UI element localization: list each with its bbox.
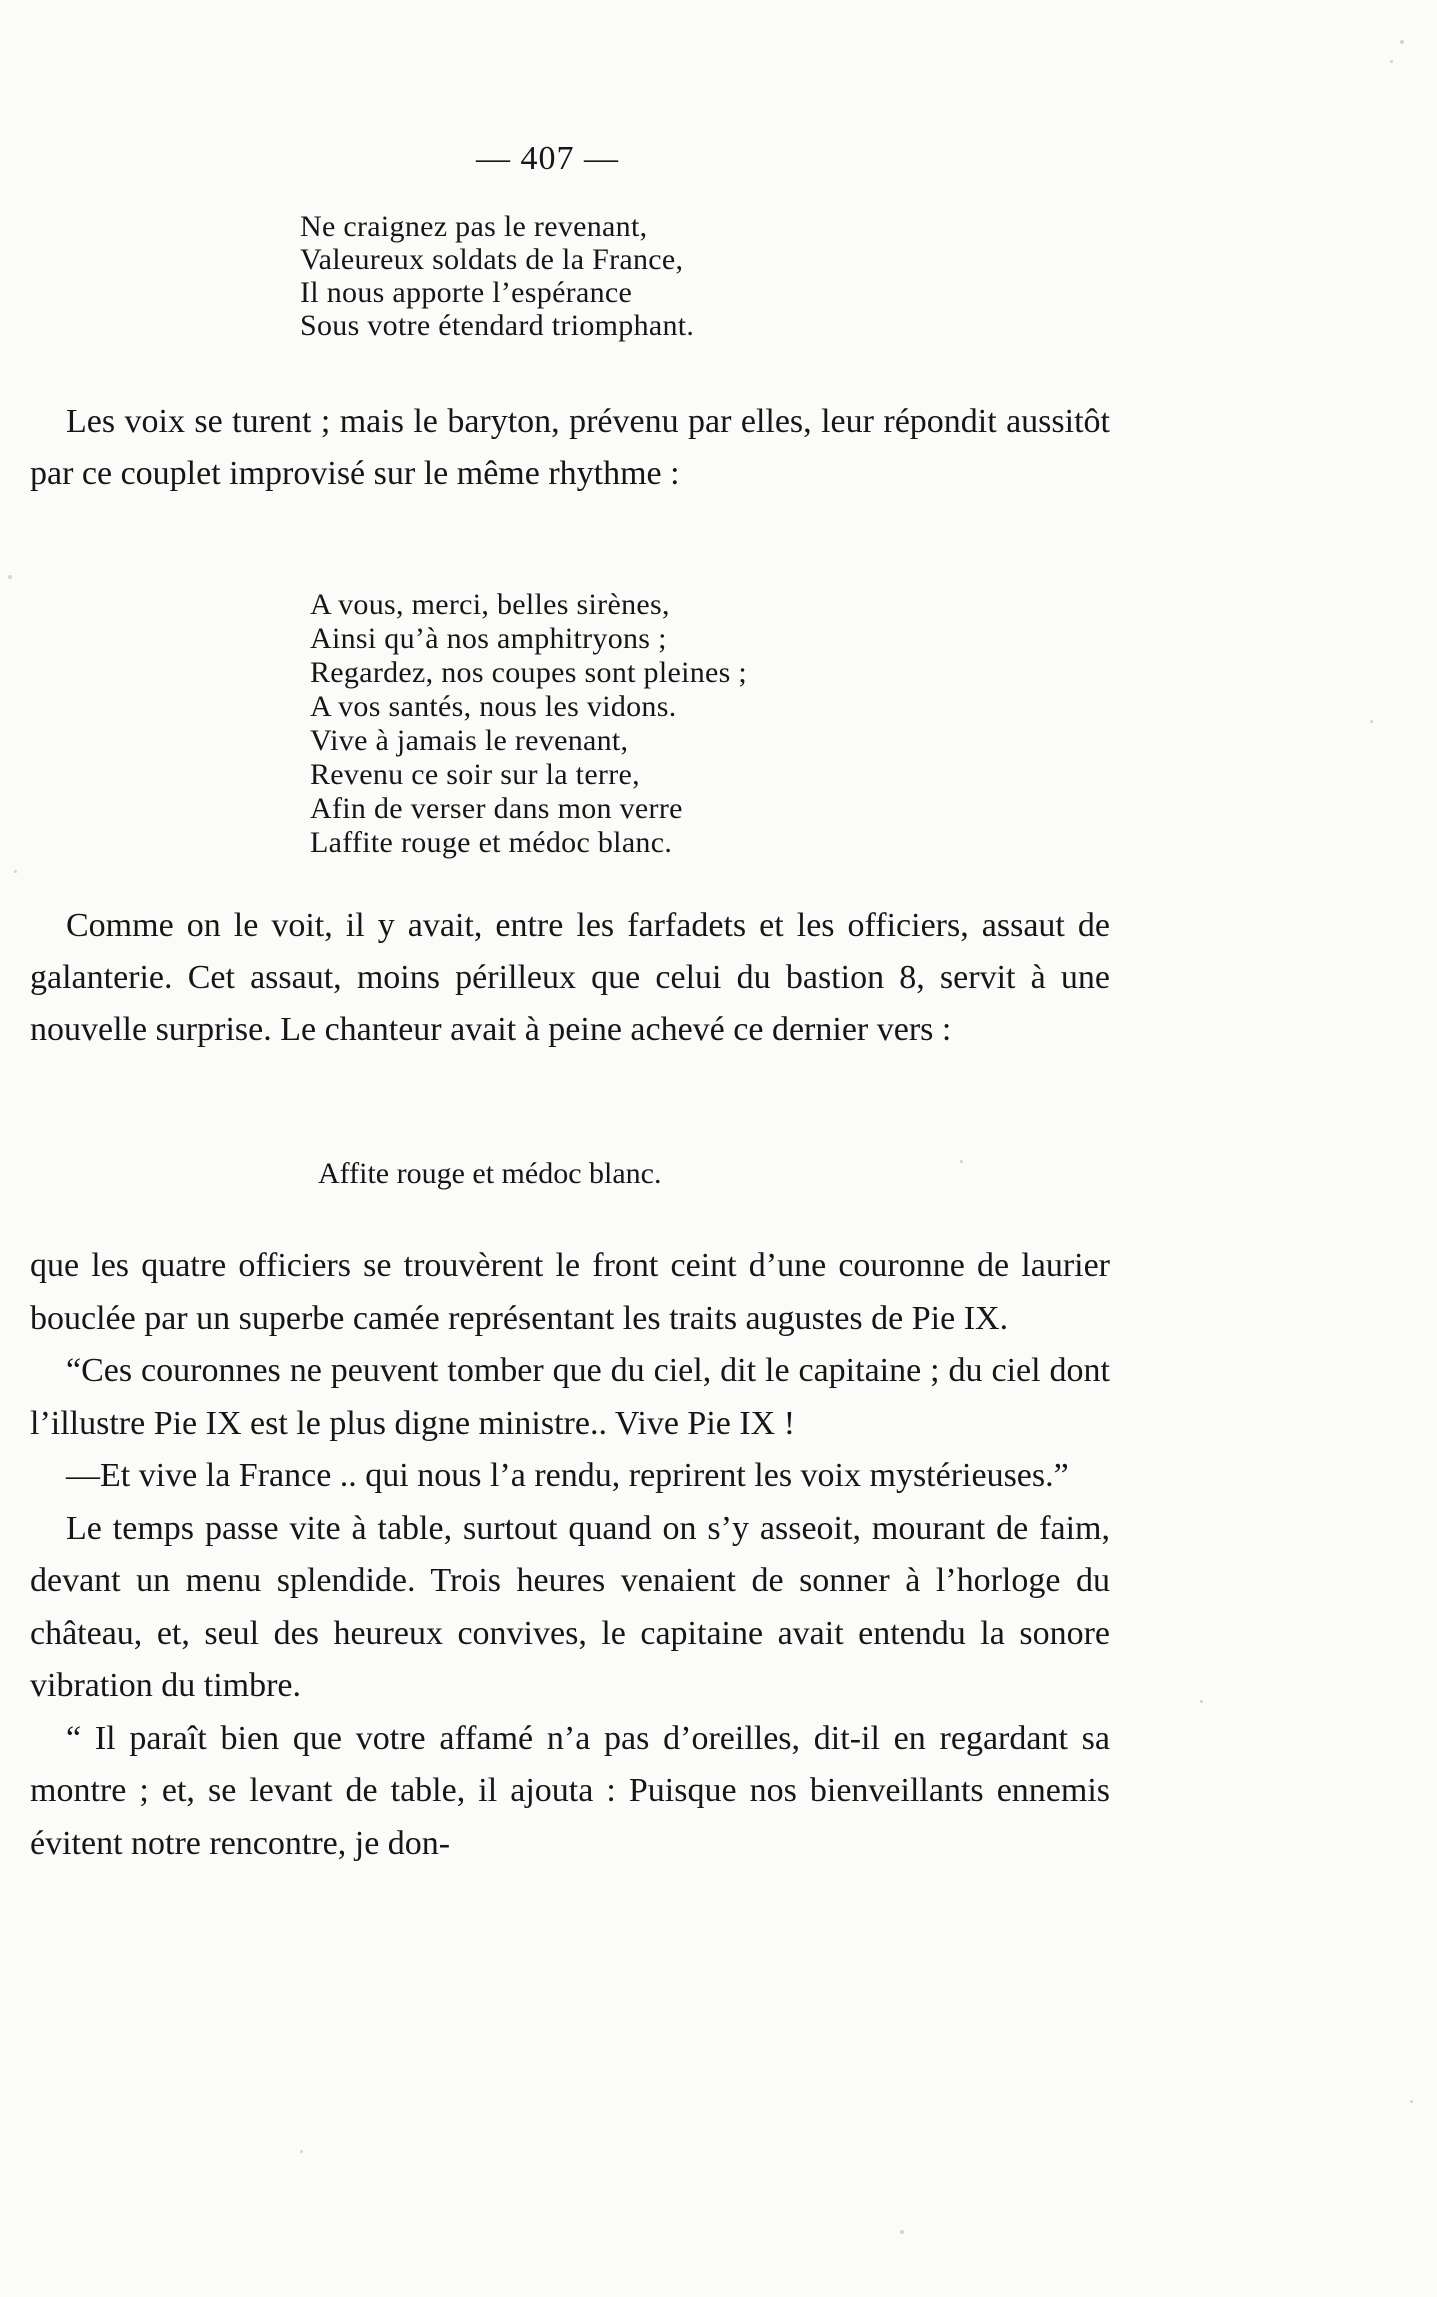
verse-line: Regardez, nos coupes sont pleines ;: [310, 656, 748, 689]
scan-speck: [1370, 720, 1373, 723]
scan-speck: [8, 575, 12, 579]
verse-line: Laffite rouge et médoc blanc.: [310, 826, 673, 859]
page-number: — 407 —: [476, 140, 619, 177]
verse-line: Revenu ce soir sur la terre,: [310, 758, 640, 791]
prose-block-1: [30, 396, 1110, 500]
paragraph: Les voix se turent ; mais le baryton, prévenu par elles, leur répondit aussitôt par ce couplet improvisé sur le même rhythme :: [30, 403, 1110, 492]
verse-line: Ainsi qu’à nos amphitryons ;: [310, 622, 667, 655]
paragraph: —Et vive la France .. qui nous l’a rendu, reprirent les voix mystérieuses.”: [66, 1457, 1069, 1494]
paragraph: que les quatre officiers se trouvèrent le front ceint d’une couronne de laurier bouclée par un superbe camée représentant les traits augustes de Pie IX.: [30, 1247, 1110, 1337]
verse-line: A vous, merci, belles sirènes,: [310, 588, 670, 621]
paragraph: Le temps passe vite à table, surtout quand on s’y asseoit, mourant de faim, devant un menu splendide. Trois heures venaient de sonner à l’horloge du château, et, seul des heureux convives, le capitaine avait entendu la sonore vibration du timbre.: [30, 1509, 1110, 1704]
scan-speck: [14, 870, 17, 873]
scan-speck: [1200, 1700, 1203, 1703]
verse-stanza-1: [300, 210, 694, 342]
scan-speck: [960, 1160, 963, 1163]
scan-speck: [300, 2150, 303, 2153]
verse-line: Sous votre étendard triomphant.: [300, 309, 695, 342]
prose-block-2: [30, 900, 1110, 1056]
paragraph: “Ces couronnes ne peuvent tomber que du ciel, dit le capitaine ; du ciel dont l’illustre Pie IX est le plus digne ministre.. Vive Pie IX !: [30, 1352, 1110, 1442]
scan-speck: [1400, 40, 1404, 44]
prose-block-3: [30, 1240, 1110, 1870]
verse-line: Valeureux soldats de la France,: [300, 243, 684, 276]
verse-stanza-2: [310, 588, 747, 860]
verse-line: Ne craignez pas le revenant,: [300, 210, 648, 243]
verse-line: A vos santés, nous les vidons.: [310, 690, 677, 723]
quoted-verse-line: Affite rouge et médoc blanc.: [318, 1157, 662, 1190]
scan-speck: [900, 2230, 904, 2234]
paragraph: Comme on le voit, il y avait, entre les farfadets et les officiers, assaut de galanterie. Cet assaut, moins périlleux que celui du bastion 8, servit à une nouvelle surprise. Le chanteur avait à peine achevé ce dernier vers :: [30, 907, 1110, 1048]
scan-speck: [1390, 60, 1393, 63]
verse-line: Afin de verser dans mon verre: [310, 792, 683, 825]
scan-speck: [1410, 2100, 1413, 2103]
verse-line: Vive à jamais le revenant,: [310, 724, 629, 757]
paragraph: “ Il paraît bien que votre affamé n’a pas d’oreilles, dit-il en regardant sa montre ; et, se levant de table, il ajouta : Puisque nos bienveillants ennemis évitent notre rencontre, je don-: [30, 1719, 1110, 1862]
verse-line: Il nous apporte l’espérance: [300, 276, 633, 309]
